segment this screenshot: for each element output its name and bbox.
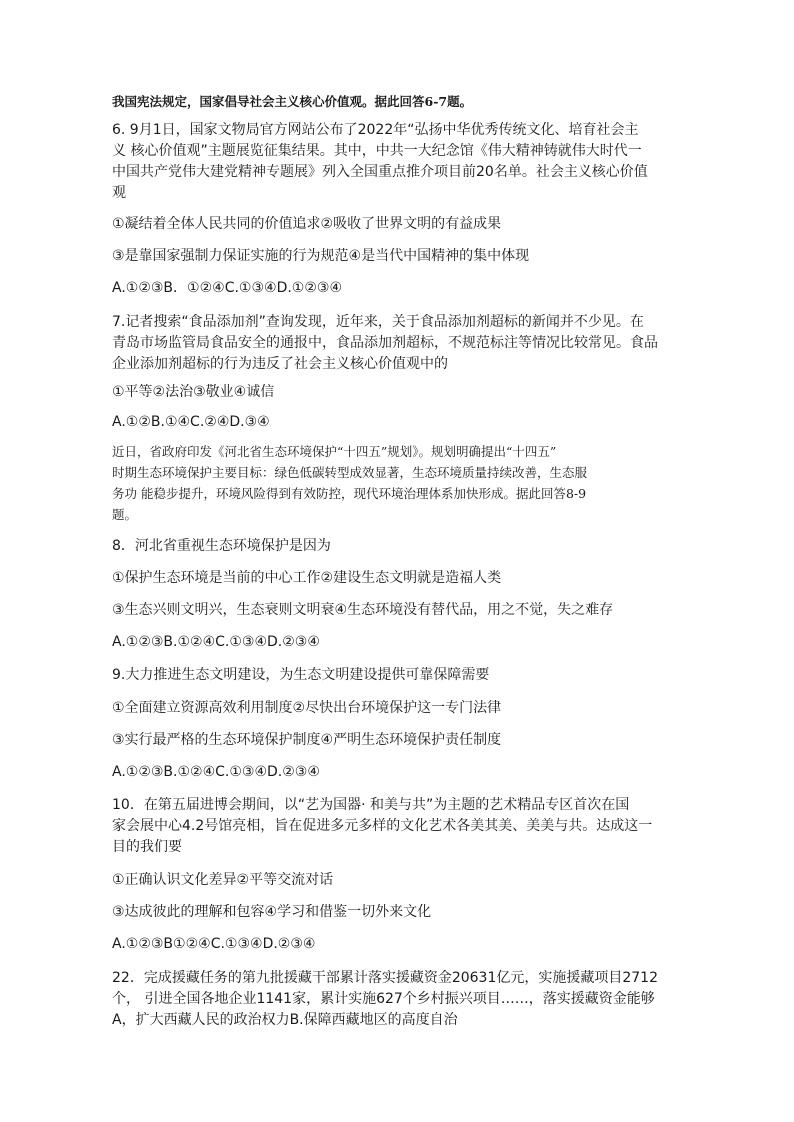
- intro-q8-9-line-2: 时期生态环境保护主要目标：绿色低碳转型成效显著，生态环境质量持续改善，生态服: [112, 465, 588, 480]
- q7-stem-line-3: 企业添加剂超标的行为违反了社会主义核心价值观中的: [112, 356, 448, 372]
- q22-stem-line-3: A，扩大西藏人民的政治权力B.保障西藏地区的高度自治: [112, 1012, 458, 1028]
- q6-option-line-2: ③是靠国家强制力保证实施的行为规范④是当代中国精神的集中体现: [112, 248, 530, 264]
- q9-option-line-1: ①全面建立资源高效利用制度②尽快出台环境保护这一专门法律: [112, 700, 502, 716]
- q10-option-line-2: ③达成彼此的理解和包容④学习和借鉴一切外来文化: [112, 904, 432, 920]
- q9-stem: 9.大力推进生态文明建设，为生态文明建设提供可靠保障需要: [112, 667, 490, 683]
- q6-stem-line-3: 中国共产党伟大建党精神专题展》列入全国重点推介项目前20名单。社会主义核心价值: [112, 164, 648, 180]
- q10-stem-line-1: 10．在第五届进博会期间，以“艺为国器· 和美与共”为主题的艺术精品专区首次在国: [112, 797, 630, 813]
- q7-answers: A.①②B.①④C.②④D.③④: [112, 414, 270, 430]
- q10-stem-line-3: 目的我们要: [112, 839, 182, 855]
- intro-q6-7: 我国宪法规定，国家倡导社会主义核心价值观。据此回答6-7题。: [112, 94, 473, 109]
- q22-stem-line-1: 22．完成援藏任务的第九批援藏干部累计落实援藏资金20631亿元，实施援藏项目2712: [112, 970, 658, 986]
- q6-answers: A.①②③B．①②④C.①③④D.①②③④: [112, 280, 343, 296]
- intro-q8-9-line-1: 近日，省政府印发《河北省生态环境保护“十四五”规划》。规划明确提出“十四五”: [112, 444, 557, 459]
- q6-stem-line-2: 义 核心价值观”主题展览征集结果。其中，中共一大纪念馆《伟大精神铸就伟大时代一: [112, 143, 642, 159]
- q7-options: ①平等②法治③敬业④诚信: [112, 384, 275, 400]
- q8-option-line-1: ①保护生态环境是当前的中心工作②建设生态文明就是造福人类: [112, 570, 502, 586]
- q9-answers: A.①②③B.①②④C.①③④D.②③④: [112, 764, 320, 780]
- q7-stem-line-2: 青岛市场监管局食品安全的通报中，食品添加剂超标，不规范标注等情况比较常见。食品: [112, 335, 658, 351]
- q6-stem-line-4: 观: [112, 185, 126, 201]
- intro-q8-9-line-4: 题。: [112, 507, 138, 522]
- q8-option-line-2: ③生态兴则文明兴，生态衰则文明衰④生态环境没有替代品，用之不觉，失之难存: [112, 602, 614, 618]
- q6-stem-line-1: 6. 9月1日，国家文物局官方网站公布了2022年“弘扬中华优秀传统文化、培育社会主: [112, 122, 639, 138]
- q8-stem: 8．河北省重视生态环境保护是因为: [112, 538, 331, 554]
- q10-option-line-1: ①正确认识文化差异②平等交流对话: [112, 872, 334, 888]
- intro-q8-9-line-3: 务功 能稳步提升，环境风险得到有效防控，现代环境治理体系加快形成。据此回答8-9: [112, 486, 587, 501]
- q10-answers: A.①②③B①②④C.①③④D.②③④: [112, 936, 316, 952]
- q22-stem-line-2: 个， 引进全国各地企业1141家，累计实施627个乡村振兴项目……，落实援藏资金能够: [112, 991, 655, 1007]
- q8-answers: A.①②③B.①②④C.①③④D.②③④: [112, 634, 320, 650]
- q10-stem-line-2: 家会展中心4.2号馆亮相，旨在促进多元多样的文化艺术各美其美、美美与共。达成这一: [112, 818, 653, 834]
- q7-stem-line-1: 7.记者搜索“食品添加剂”查询发现，近年来，关于食品添加剂超标的新闻并不少见。在: [112, 314, 644, 330]
- q9-option-line-2: ③实行最严格的生态环境保护制度④严明生态环境保护责任制度: [112, 732, 502, 748]
- q6-option-line-1: ①凝结着全体人民共同的价值追求②吸收了世界文明的有益成果: [112, 216, 502, 232]
